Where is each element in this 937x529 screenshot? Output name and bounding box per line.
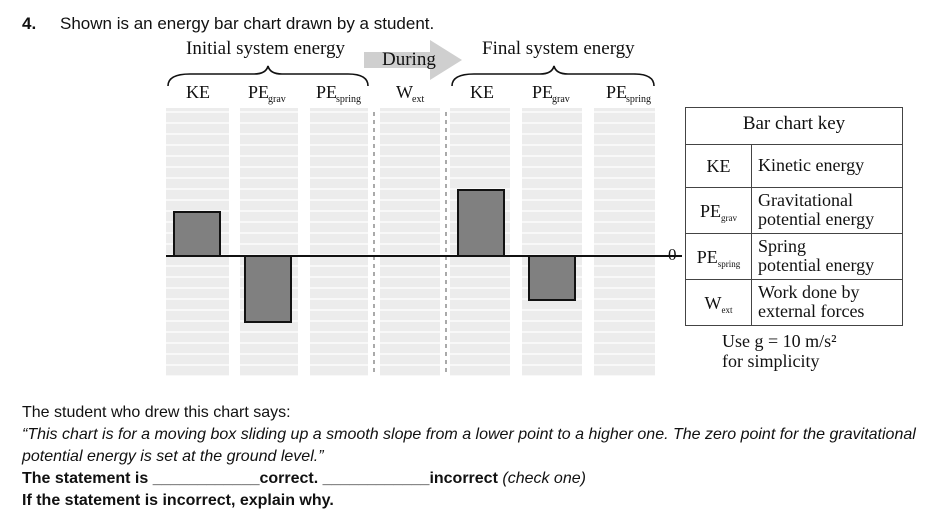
check-note: (check one) (502, 470, 586, 487)
correct-blank[interactable]: ____________ (152, 470, 260, 487)
initial-energy-header: Initial system energy (186, 38, 346, 59)
chart-column-bg (522, 108, 582, 376)
chart-column-bg (380, 108, 440, 376)
key-abbr: KE (686, 145, 752, 188)
bar-0 (174, 212, 220, 256)
check-prefix: The statement is (22, 470, 149, 487)
key-desc: Gravitational potential energy (758, 190, 875, 229)
incorrect-blank[interactable]: ____________ (322, 470, 430, 487)
check-line (22, 468, 927, 490)
bar-1 (245, 256, 291, 322)
statement-intro: The student who drew this chart says: (22, 404, 291, 421)
question-number: 4. (22, 14, 37, 33)
key-abbr: $PE_{spring}$ (686, 234, 752, 280)
incorrect-option: incorrect (429, 470, 498, 487)
col-label-pespring-final: $PE_{spring}$ (606, 82, 652, 105)
bar-chart-key (685, 107, 903, 326)
chart-column-bg (594, 108, 655, 376)
key-abbr: $PE_{grav}$ (686, 188, 752, 234)
chart-column-bg (310, 108, 368, 376)
key-desc: Work done by external forces (758, 282, 865, 321)
key-row-pespring (686, 233, 902, 280)
col-label-pegrav-initial: $PE_{grav}$ (248, 82, 286, 105)
correct-option: correct. (259, 470, 319, 487)
chart-column-bg (240, 108, 298, 376)
student-quote: “This chart is for a moving box sliding up a smooth slope from a lower point to a higher one. The zero point for the gravitational potential energy is set at the ground level.” (22, 426, 916, 465)
statement-section (22, 402, 927, 512)
col-label-ke-initial: KE (186, 82, 210, 102)
key-row-wext (686, 279, 902, 326)
key-abbr: $W_{ext}$ (686, 280, 752, 326)
zero-label: 0 (668, 245, 677, 264)
col-label-pespring-initial: $PE_{spring}$ (316, 82, 362, 105)
gravity-note: Use g = 10 m/s² for simplicity (722, 331, 837, 371)
col-label-ke-final: KE (470, 82, 494, 102)
key-row-ke (686, 144, 902, 188)
col-label-wext: $W_{ext}$ (396, 82, 425, 105)
col-label-pegrav-final: $PE_{grav}$ (532, 82, 570, 105)
explain-prompt: If the statement is incorrect, explain why. (22, 492, 334, 509)
key-title: Bar chart key (742, 113, 846, 134)
during-label: During (382, 49, 436, 70)
bar-5 (529, 256, 575, 300)
question-prompt: Shown is an energy bar chart drawn by a student. (60, 14, 435, 33)
key-desc: Kinetic energy (758, 155, 865, 175)
key-desc: Spring potential energy (758, 236, 875, 275)
final-energy-header: Final system energy (482, 38, 635, 59)
key-row-pegrav (686, 187, 902, 234)
bar-4 (458, 190, 504, 256)
